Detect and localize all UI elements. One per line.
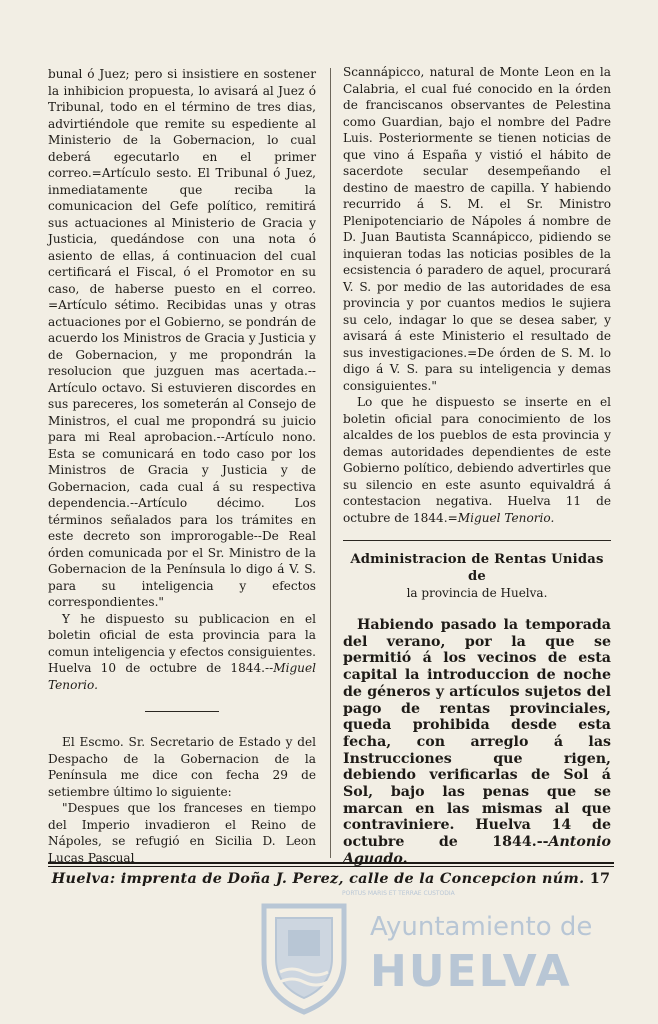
column-divider [330,68,331,858]
watermark-line2: HUELVA [370,946,572,997]
right-paragraph-publication-text: Lo que he dispuesto se inserte en el boletin oficial para conocimiento de los alcaldes de los pueblos de esta provincia y demas autoridades dependientes de este Gobierno político, debiendo advertirles que su silencio en este asunto equivaldrá á contestacion negativa. Huelva 11 de octubre de 1844.= [343,395,611,525]
right-paragraph-publication [343,394,611,526]
section-divider [343,540,611,541]
footer-number: 17 [589,870,611,887]
watermark-arc-text: PORTUS MARIS ET TERRAE CUSTODIA [342,890,455,897]
section-subheading: la provincia de Huelva. [406,586,548,600]
right-paragraph-quote-continued: Scannápicco, natural de Monte Leon en la Calabria, el cual fué conocido en la órden de franciscanos observantes de Pelestina como Guardian, bajo el nombre del Padre Luis. Posteriormente se tienen noticias de que vino á España y vistió el hábito de sacerdote secular desempeñando el destino de maestro de capilla. Y habiendo recurrido á S. M. el Sr. Ministro Plenipotenciario de Nápoles á nombre de D. Juan Bautista Scannápicco, pidiendo se inquieran todas las noticias posibles de la ecsistencia ó paradero de aquel, procurará V. S. por medio de las autoridades de esa provincia y por cuantos medios le sujiera su celo, indagar lo que se desea saber, y avisará á este Ministerio el resultado de sus investigaciones.=De órden de S. M. lo digo á V. S. para su inteligencia y demas consiguientes." [343,65,611,393]
left-signature: Miguel Tenorio. [48,661,316,692]
left-paragraph-publication [48,611,316,694]
watermark-line1: Ayuntamiento de [370,912,593,942]
coat-of-arms-icon [258,896,350,1016]
left-paragraph-decree-articles: bunal ó Juez; pero si insistiere en sostener la inhibicion propuesta, lo avisará al Juez ó Tribunal, todo en el término de tres dias, advirtiéndole que remite su espediente al Ministerio de la Gobernacion, lo cual deberá egecutarlo en el primer correo.=Artículo sesto. El Tribunal ó Juez, inmediatamente que reciba la comunicacion del Gefe político, remitirá sus actuaciones al Ministerio de Gracia y Justicia, quedándose con una nota ó asiento de ellas, á continuacion del cual certificará el Fiscal, ó el Promotor en su caso, de haberse puesto en el correo. =Artículo sétimo. Recibidas unas y otras actuaciones por el Gobierno, se pondrán de acuerdo los Ministros de Gracia y Justicia y de Gobernacion, y me propondrán la resolucion que juzguen mas acertada.--Artículo octavo. Si estuvieren discordes en sus pareceres, los someterán al Consejo de Ministros, el cual me propondrá su juicio para mi Real aprobacion.--Artículo nono. Esta se comunicará en todo caso por los Ministros de Gracia y Justicia y de Gobernacion, cada cual á su respectiva dependencia.--Artículo décimo. Los términos señalados para los trámites en este decreto son improrogable--De Real órden comunicada por el Sr. Ministro de la Gobernacion de la Península lo digo á V. S. para su inteligencia y efectos correspondientes." [48,67,316,609]
left-paragraph-quote-start: "Despues que los franceses en tiempo del Imperio invadieron el Reino de Nápoles, se refugió en Sicilia D. Leon Lucas Pascual [48,801,316,865]
footer-imprint-text: Huelva: imprenta de Doña J. Perez, calle de la Concepcion núm. [51,870,585,887]
footer-rule-thin [48,866,614,867]
right-signature: Miguel Tenorio. [457,510,555,525]
short-divider [145,711,219,712]
left-column [48,66,316,866]
notice-paragraph [343,617,611,868]
left-paragraph-publication-text: Y he dispuesto su publicacion en el boletin oficial de esta provincia para la comun inteligencia y efectos consiguientes. Huelva 10 de octubre de 1844.-- [48,611,316,675]
notice-text: Habiendo pasado la temporada del verano, por la que se permitió á los vecinos de esta capital la introduccion de noche de géneros y artículos sujetos del pago de rentas provinciales, queda prohibida desde esta fecha, con arreglo á las Instrucciones que rigen, debiendo verificarlas de Sol á Sol, bajo las penas que se marcan en las mismas al que contraviniere. Huelva 14 de octubre de 1844.-- [343,617,611,851]
footer-rule-thick [48,862,614,864]
left-paragraph-secretary: El Escmo. Sr. Secretario de Estado y del Despacho de la Gobernacion de la Península me dice con fecha 29 de setiembre último lo siguiente: [48,735,316,799]
footer-imprint [48,870,614,887]
right-column [343,64,611,868]
watermark [258,888,658,1024]
notice-signature: Antonio Aguado. [343,834,611,867]
section-heading: Administracion de Rentas Unidas de [350,552,604,584]
